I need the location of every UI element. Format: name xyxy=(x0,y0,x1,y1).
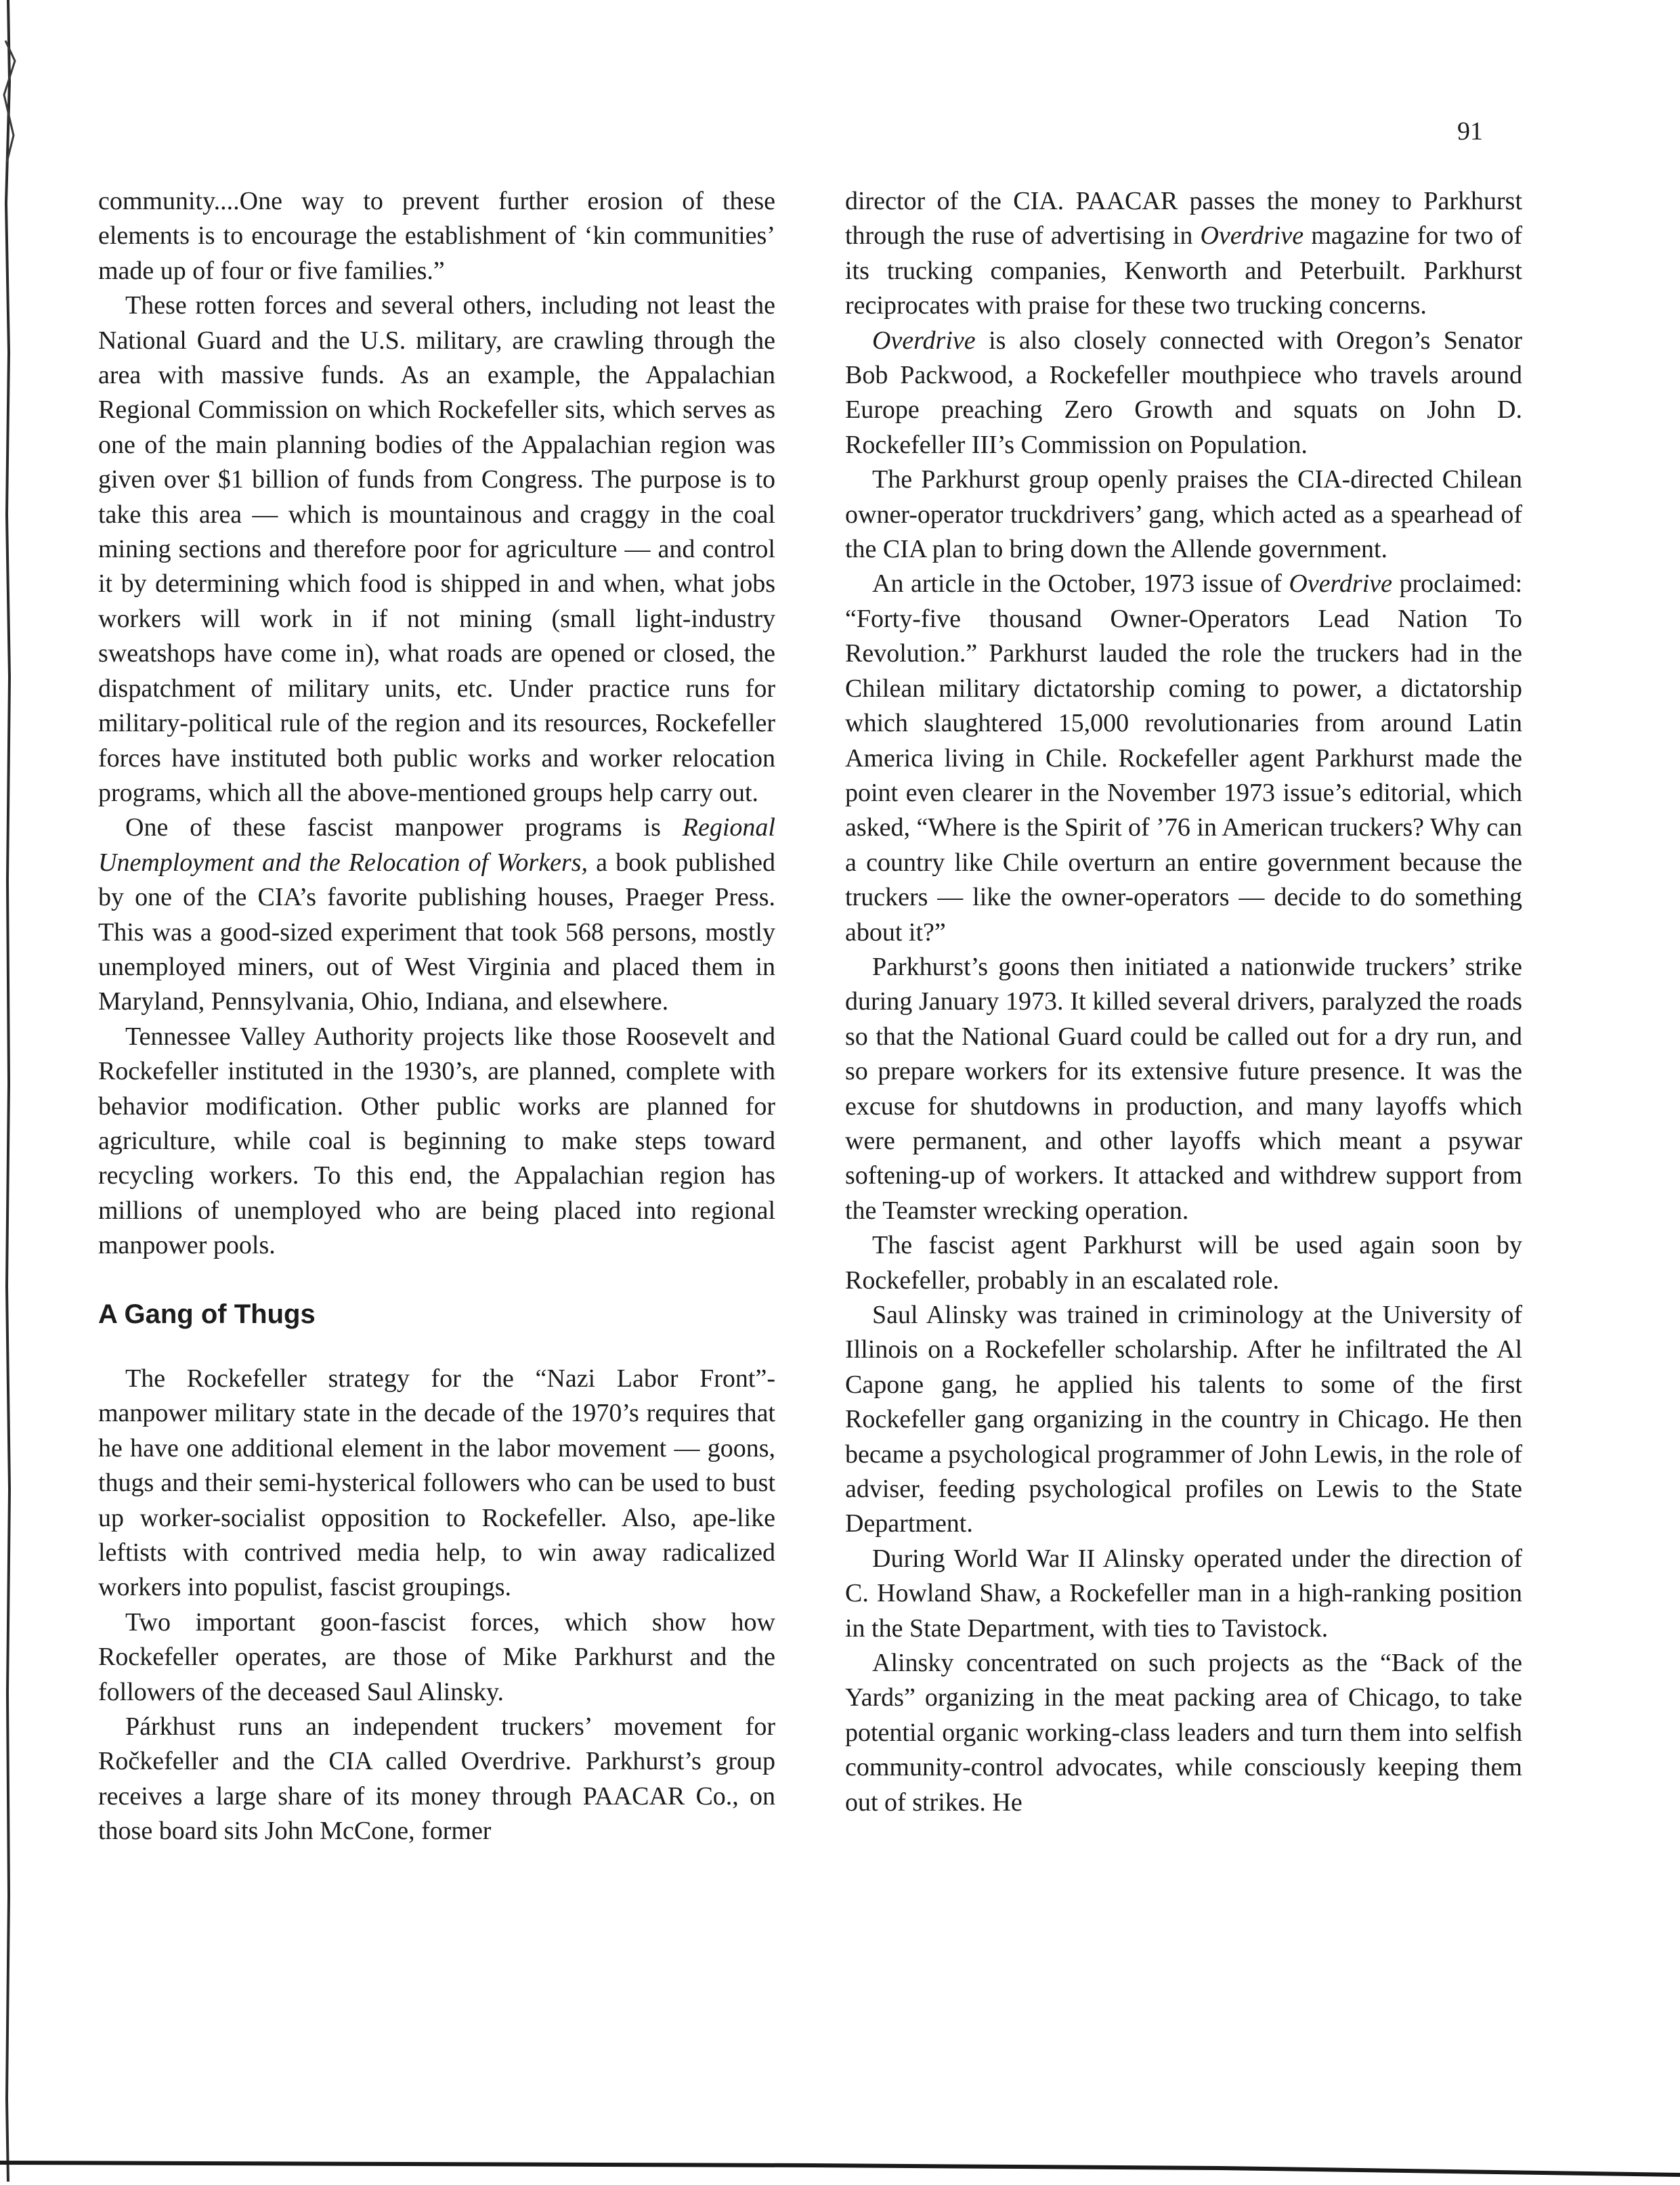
paragraph: Saul Alinsky was trained in criminology at the University of Illinois on a Rockefeller scholarship. After he infiltrated the Al Capone gang, he applied his talents to some of the first Rockefeller gang organizing in the country in Chicago. He then became a psychological programmer of John Lewis, in the role of adviser, feeding psychological profiles on Lewis to the State Department. xyxy=(845,1301,1522,1538)
paragraph xyxy=(845,567,1522,949)
paragraph xyxy=(845,184,1522,324)
paragraph-text: One of these fascist manpower programs is xyxy=(125,813,683,842)
paragraph-text: An article in the October, 1973 issue of xyxy=(872,569,1289,599)
paragraph: Tennessee Valley Authority projects like those Roosevelt and Rockefeller instituted in the 1930’s, are planned, complete with behavior modification. Other public works are planned for agriculture, while coal is beginning to make steps toward recycling workers. To this end, the Appalachian region has millions of unemployed who are being placed into regional manpower pools. xyxy=(98,1022,775,1260)
book-title: Regional Unemployment and the Relocation of Workers, xyxy=(98,813,775,877)
paragraph-text: magazine for two of its trucking companies, Kenworth and Peterbuilt. Parkhurst reciprocates with praise for these two trucking concerns. xyxy=(845,221,1522,320)
paragraph: These rotten forces and several others, including not least the National Guard and the U.S. military, are crawling through the area with massive funds. As an example, the Appalachian Regional Commission on which Rockefeller sits, which serves as one of the main planning bodies of the Appalachian region was given over $1 billion of funds from Congress. The purpose is to take this area — which is mountainous and craggy in the coal mining sections and therefore poor for agriculture — and control it by determining which food is shipped in and when, what jobs workers will work in if not mining (small light-industry sweatshops have come in), what roads are opened or closed, the dispatchment of military units, etc. Under practice runs for military-political rule of the region and its resources, Rockefeller forces have instituted both public works and worker relocation programs, which all the above-mentioned groups help carry out. xyxy=(98,291,775,807)
page-number: 91 xyxy=(1457,117,1483,146)
magazine-title: Overdrive xyxy=(1200,221,1304,251)
paragraph-text: director of the CIA. PAACAR passes the money to Parkhurst through the ruse of advertising in xyxy=(845,187,1522,251)
page-bottom-edge xyxy=(0,2157,1680,2182)
paragraph: Parkhurst’s goons then initiated a nationwide truckers’ strike during January 1973. It killed several drivers, paralyzed the roads so that the National Guard could be called out for a dry run, and so prepare workers for its extensive future presence. It was the excuse for shutdowns in production, and many layoffs which were permanent, and other layoffs which meant a psywar softening-up of workers. It attacked and withdrew support from the Teamster wrecking operation. xyxy=(845,952,1522,1225)
section-heading: A Gang of Thugs xyxy=(98,1299,316,1329)
magazine-title: Overdrive xyxy=(872,326,976,355)
paragraph: Two important goon-fascist forces, which show how Rockefeller operates, are those of Mike Parkhurst and the followers of the deceased Saul Alinsky. xyxy=(98,1607,775,1706)
magazine-title: Overdrive xyxy=(1289,569,1393,599)
paragraph: community....One way to prevent further erosion of these elements is to encourage the establishment of ‘kin communities’ made up of four or five families.” xyxy=(98,187,775,285)
right-column xyxy=(845,184,1522,1820)
paragraph: Alinsky concentrated on such projects as the “Back of the Yards” organizing in the meat packing area of Chicago, to take potential organic working-class leaders and turn them into selfish community-control advocates, while consciously keeping them out of strikes. He xyxy=(845,1649,1522,1817)
paragraph-text: a book published by one of the CIA’s favorite publishing houses, Praeger Press. This was a good-sized experiment that took 568 persons, mostly unemployed miners, out of West Virginia and placed them in Maryland, Pennsylvania, Ohio, Indiana, and elsewhere. xyxy=(98,848,775,1016)
page-binding-edge xyxy=(0,0,27,2182)
paragraph: The Parkhurst group openly praises the CIA-directed Chilean owner-operator truckdrivers’ gang, which acted as a spearhead of the CIA plan to bring down the Allende government. xyxy=(845,465,1522,564)
paragraph: During World War II Alinsky operated under the direction of C. Howland Shaw, a Rockefeller man in a high-ranking position in the State Department, with ties to Tavistock. xyxy=(845,1544,1522,1643)
paragraph-text: is also closely connected with Oregon’s Senator Bob Packwood, a Rockefeller mouthpiece who travels around Europe preaching Zero Growth and squats on John D. Rockefeller III’s Commission on Population. xyxy=(845,326,1522,459)
paragraph: The fascist agent Parkhurst will be used again soon by Rockefeller, probably in an escalated role. xyxy=(845,1231,1522,1295)
paragraph xyxy=(98,810,775,1019)
left-column xyxy=(98,184,775,1849)
paragraph xyxy=(845,324,1522,463)
paragraph: The Rockefeller strategy for the “Nazi Labor Front”-manpower military state in the decade of the 1970’s requires that he have one additional element in the labor movement — goons, thugs and their semi-hysterical followers who can be used to bust up worker-socialist opposition to Rockefeller. Also, ape-like leftists with contrived media help, to win away radicalized workers into populist, fascist groupings. xyxy=(98,1364,775,1602)
paragraph: Párkhust runs an independent truckers’ movement for Ročkefeller and the CIA called Overdrive. Parkhurst’s group receives a large share of its money through PAACAR Co., on those board sits John McCone, former xyxy=(98,1712,775,1846)
paragraph-text: proclaimed: “Forty-five thousand Owner-Operators Lead Nation To Revolution.” Parkhurst lauded the role the truckers had in the Chilean military dictatorship coming to power, a dictatorship which slaughtered 15,000 revolutionaries from around Latin America living in Chile. Rockefeller agent Parkhurst made the point even clearer in the November 1973 issue’s editorial, which asked, “Where is the Spirit of ’76 in American truckers? Why can a country like Chile overturn an entire government because the truckers — like the owner-operators — decide to do something about it?” xyxy=(845,569,1522,947)
